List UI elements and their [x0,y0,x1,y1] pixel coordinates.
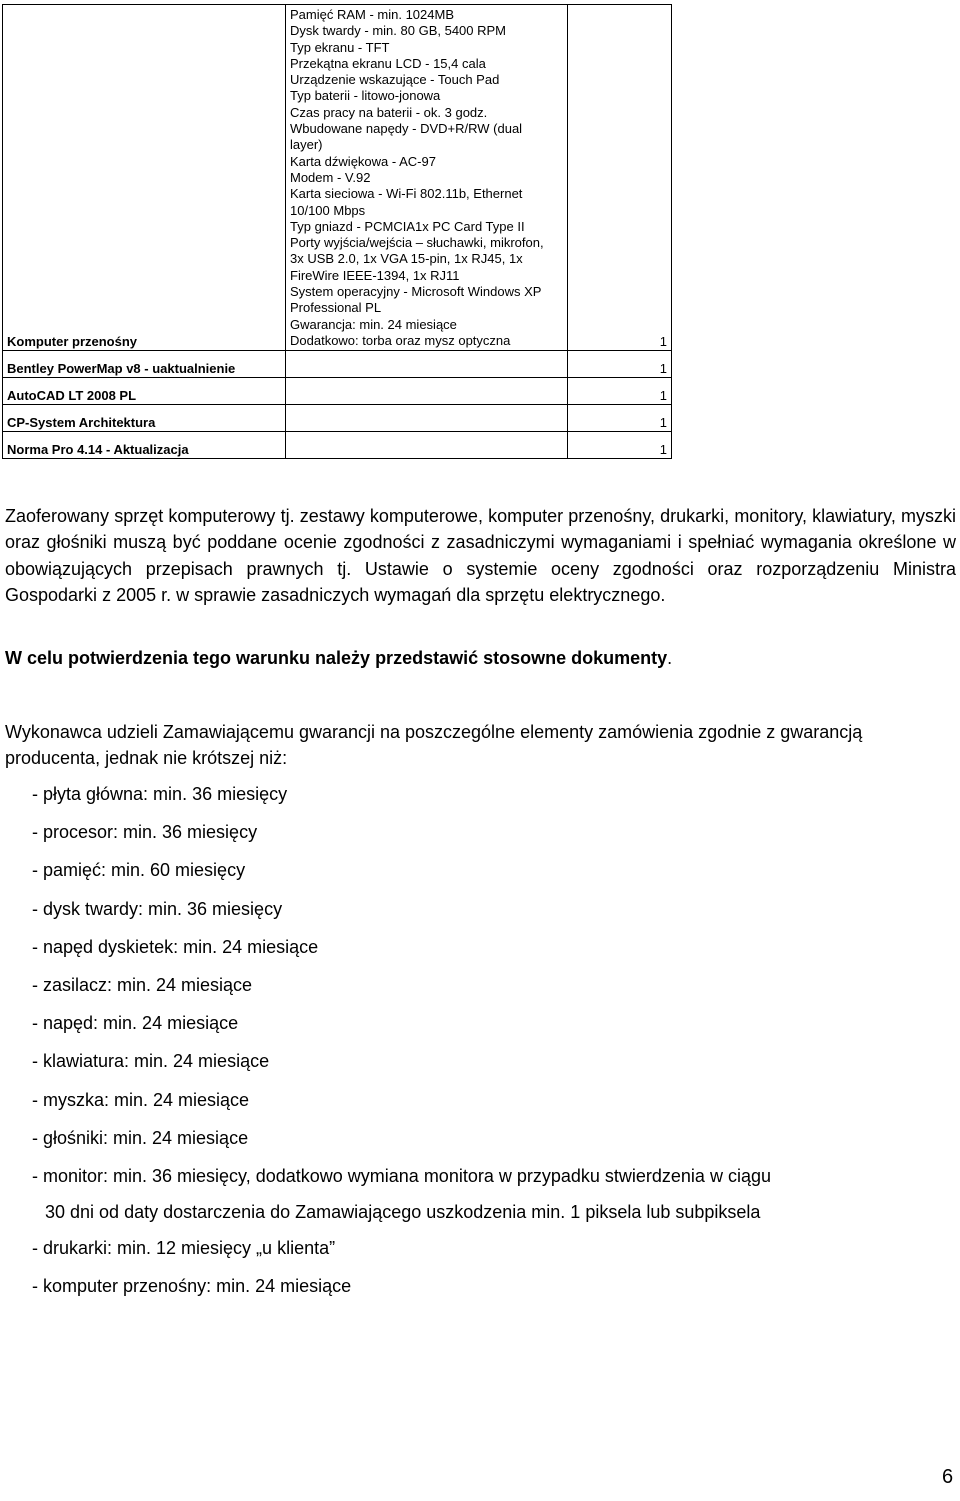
warranty-list [32,782,771,1312]
spec-line: Wbudowane napędy - DVD+R/RW (dual [290,121,523,137]
list-item: - zasilacz: min. 24 miesiące [32,974,253,995]
spec-line: Professional PL [290,300,382,316]
item-name: Bentley PowerMap v8 - uaktualnienie [3,351,286,378]
item-name: Komputer przenośny [3,5,286,351]
spec-line: Typ baterii - litowo-jonowa [290,88,441,104]
spec-line: Typ gniazd - PCMCIA1x PC Card Type II [290,218,525,234]
list-item: - dysk twardy: min. 36 miesięcy [32,898,283,919]
item-quantity: 1 [568,405,672,432]
item-quantity: 1 [568,351,672,378]
item-quantity: 1 [568,378,672,405]
spec-line: layer) [290,137,323,153]
conformity-text: Zaoferowany sprzęt komputerowy tj. zestawy komputerowe, komputer przenośny, drukarki, monitory, klawiatury, myszki oraz głośniki muszą być poddane ocenie zgodności z zasadniczymi wymaganiami i spełniać wymagania określone w obowiązujących przepisach prawnych tj. Ustawie o systemie oceny zgodności oraz rozporządzeniu Ministra Gospodarki [5,506,956,606]
list-item: - drukarki: min. 12 miesięcy „u klienta” [32,1237,336,1258]
documents-requirement [5,645,956,671]
spec-line: Dysk twardy - min. 80 GB, 5400 RPM [290,23,507,39]
list-item: - płyta główna: min. 36 miesięcy [32,784,288,804]
list-item: - komputer przenośny: min. 24 miesiące [32,1276,352,1297]
item-description [286,5,568,351]
table-row [3,378,672,405]
spec-line: FireWire IEEE-1394, 1x RJ11 [290,267,460,283]
equipment-table [2,4,672,459]
documents-requirement-period: . [667,648,673,668]
spec-line: System operacyjny - Microsoft Windows XP [290,284,542,300]
table-row [3,5,672,351]
item-quantity: 1 [568,432,672,459]
item-description [286,351,568,378]
item-name: Norma Pro 4.14 - Aktualizacja [3,432,286,459]
list-item: - głośniki: min. 24 miesiące [32,1127,249,1148]
list-item: - procesor: min. 36 miesięcy [32,822,258,843]
table-row [3,432,672,459]
table-row [3,405,672,432]
table-row [3,351,672,378]
spec-line: Karta dźwiękowa - AC-97 [290,153,436,169]
item-description [286,432,568,459]
spec-line: Gwarancja: min. 24 miesiące [290,316,457,332]
conformity-text-end: z 2005 r. w sprawie zasadniczych wymagań dla sprzętu elektrycznego. [102,585,666,606]
list-item: - pamięć: min. 60 miesięcy [32,860,246,881]
spec-line: Karta sieciowa - Wi-Fi 802.11b, Ethernet [290,186,523,202]
page-number: 6 [942,1466,954,1488]
spec-line: Porty wyjścia/wejścia – słuchawki, mikrofon, [290,235,544,251]
conformity-paragraph [5,503,956,609]
spec-line: Urządzenie wskazujące - Touch Pad [290,72,500,88]
spec-line: Pamięć RAM - min. 1024MB [290,7,454,22]
spec-line: Dodatkowo: torba oraz mysz optyczna [290,332,511,348]
list-item: - myszka: min. 24 miesiące [32,1089,250,1110]
documents-requirement-text: W celu potwierdzenia tego warunku należy przedstawić stosowne dokumenty [5,648,668,668]
item-description [286,405,568,432]
spec-line: 10/100 Mbps [290,202,366,218]
spec-line: Przekątna ekranu LCD - 15,4 cala [290,55,486,71]
spec-line: Czas pracy na baterii - ok. 3 godz. [290,104,488,120]
list-item: - monitor: min. 36 miesięcy, dodatkowo wymiana monitora w przypadku stwierdzenia w ciągu [32,1165,771,1186]
list-item: - napęd: min. 24 miesiące [32,1013,239,1034]
list-item: - klawiatura: min. 24 miesiące [32,1051,270,1072]
spec-line: Modem - V.92 [290,169,371,185]
item-name: CP-System Architektura [3,405,286,432]
warranty-intro: Wykonawca udzieli Zamawiającemu gwarancji na poszczególne elementy zamówienia zgodnie z gwarancją producenta, jednak nie krótszej niż: [5,722,863,769]
item-quantity: 1 [568,5,672,351]
list-item: - napęd dyskietek: min. 24 miesiące [32,936,319,957]
list-item-continuation: 30 dni od daty dostarczenia do Zamawiającego uszkodzenia min. 1 piksela lub subpiksela [45,1201,761,1222]
spec-line: 3x USB 2.0, 1x VGA 15-pin, 1x RJ45, 1x [290,251,523,267]
item-description [286,378,568,405]
item-name: AutoCAD LT 2008 PL [3,378,286,405]
spec-line: Typ ekranu - TFT [290,39,390,55]
